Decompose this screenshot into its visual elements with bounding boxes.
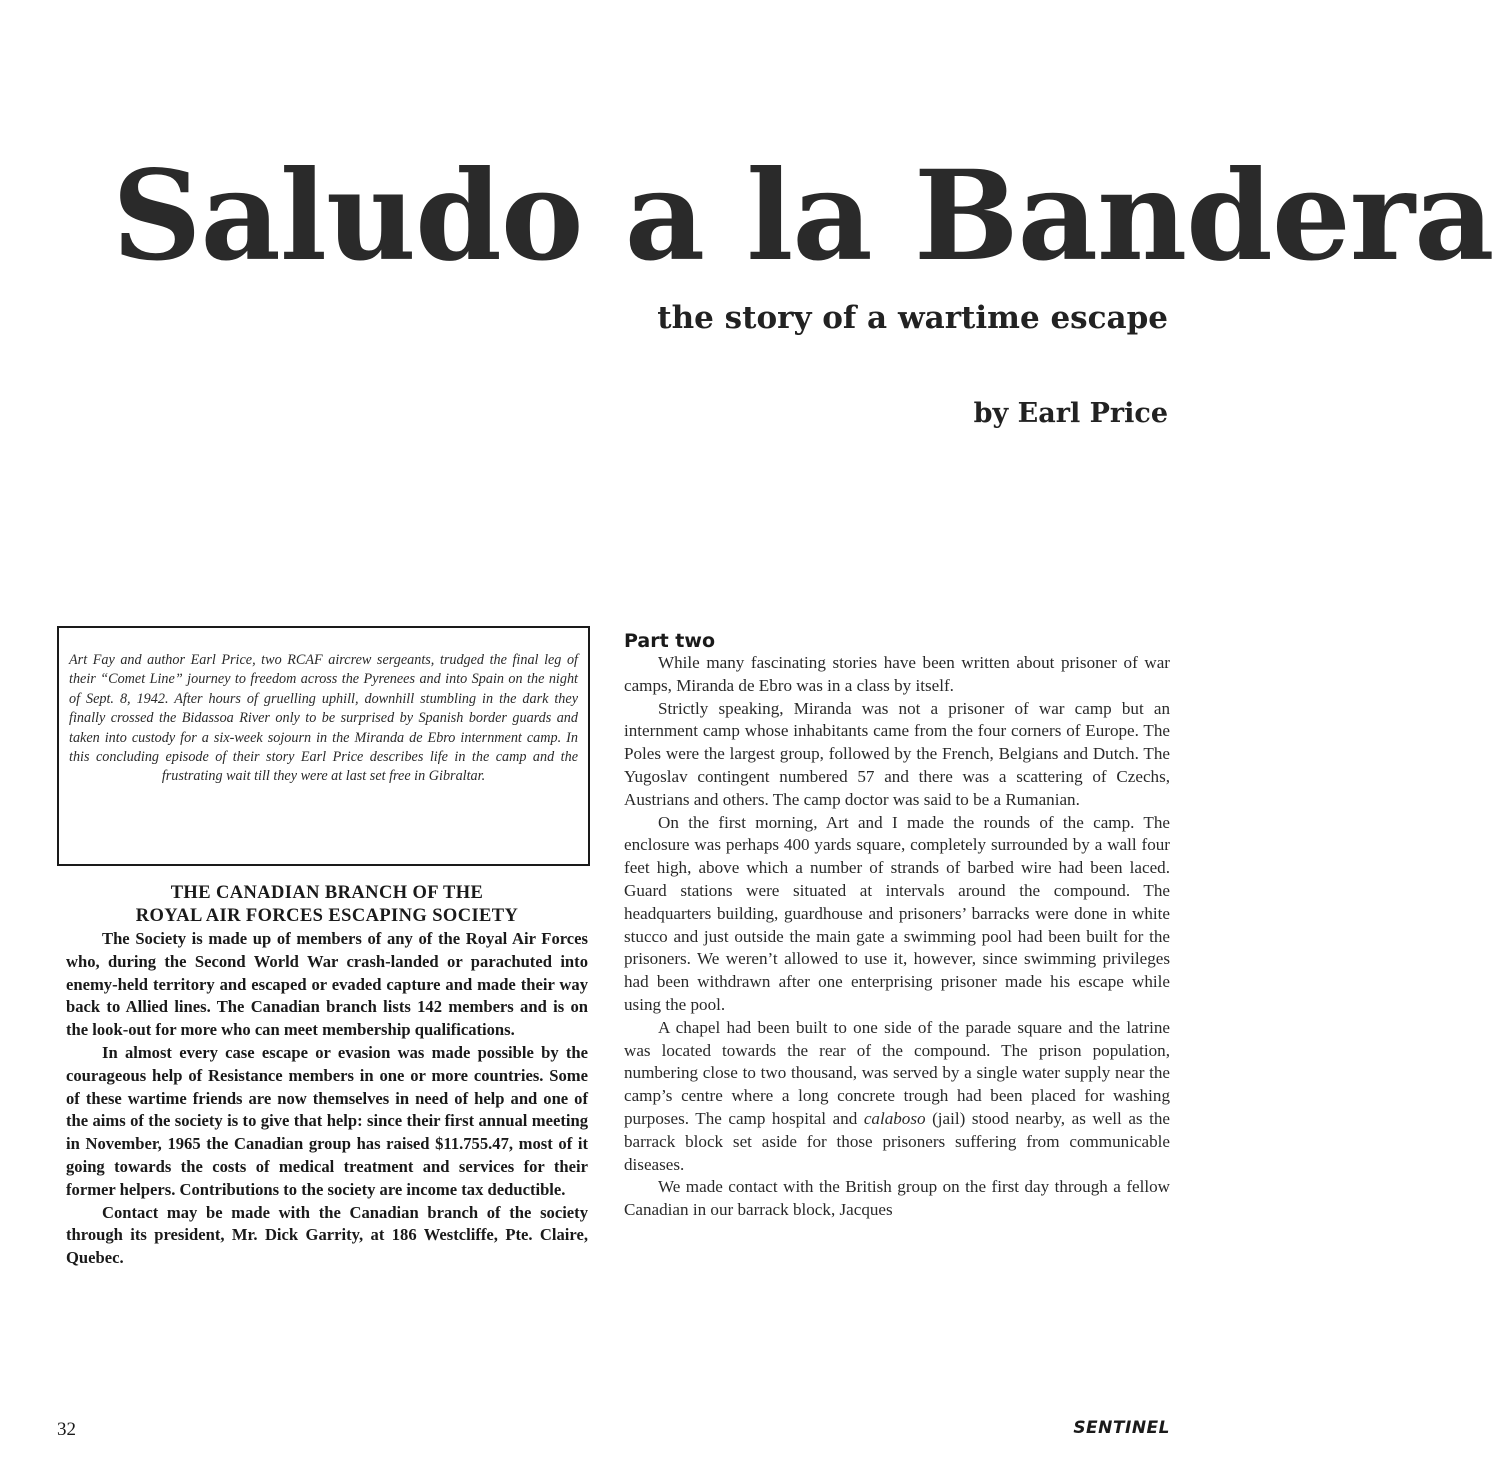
article-paragraph: While many fascinating stories have been written about prisoner of war camps, Miranda de Ebro was in a class by itself.: [624, 653, 1170, 695]
page-number: 32: [57, 1419, 76, 1440]
article-paragraph: Strictly speaking, Miranda was not a prisoner of war camp but an internment camp whose inhabitants came from the four corners of Europe. The Poles were the largest group, followed by the French, Belgians and Dutch. The Yugoslav contingent numbered 57 and there was a scattering of Czechs, Austrians and others. The camp doctor was said to be a Rumanian.: [624, 698, 1170, 809]
article-title: Saludo a la Bandera: [112, 144, 1493, 289]
society-paragraph: The Society is made up of members of any of the Royal Air Forces who, during the Second World War crash-landed or parachuted into enemy-held territory and escaped or evaded capture and made their way back to Allied lines. The Canadian branch lists 142 members and is on the look-out for more who can meet membership qualifications.: [66, 929, 588, 1040]
article-paragraph: We made contact with the British group on the first day through a fellow Canadian in our barrack block, Jacques: [624, 1177, 1170, 1220]
article-text: (jail) stood nearby, as well as the barrack block set aside for those prisoners suffering from communicable diseases.: [624, 1108, 1170, 1174]
article-text: A chapel had been built to one side of the parade square and the latrine was located towards the rear of the compound. The prison population, numbering close to two thousand, was served by a single water supply near the camp’s centre where a long concrete trough had been placed for washing purposes. The camp hospital and: [624, 1017, 1170, 1128]
magazine-name: SENTINEL: [1073, 1418, 1170, 1438]
article-emphasis: calaboso: [863, 1108, 926, 1128]
society-heading-line1: THE CANADIAN BRANCH OF THE: [170, 883, 484, 903]
article-paragraph: On the first morning, Art and I made the rounds of the camp. The enclosure was perhaps 400 yards square, completely surrounded by a wall four feet high, above which a number of strands of barbed wire had been laced. Guard stations were situated at intervals around the compound. The headquarters building, guardhouse and prisoners’ barracks were done in white stucco and just outside the main gate a swimming pool had been built for the prisoners. We weren’t allowed to use it, however, since swimming privileges had been withdrawn after one enterprising prisoner made his escape while using the pool.: [624, 812, 1170, 1014]
society-heading: [66, 882, 588, 928]
part-heading: Part two: [624, 630, 715, 652]
society-heading-line2: ROYAL AIR FORCES ESCAPING SOCIETY: [135, 906, 519, 926]
article-paragraph: [624, 1017, 1170, 1177]
byline: by Earl Price: [973, 398, 1168, 429]
article-subtitle: the story of a wartime escape: [657, 300, 1168, 336]
society-notice: [66, 882, 588, 1270]
intro-text: Art Fay and author Earl Price, two RCAF aircrew sergeants, trudged the final leg of their “Comet Line” journey to freedom across the Pyrenees and into Spain on the night of Sept. 8, 1942. After hours of gruelling uphill, downhill stumbling in the dark they finally crossed the Bidassoa River only to be surprised by Spanish border guards and taken into custody for a six-week sojourn in the Miranda de Ebro internment camp. In this concluding episode of their story Earl Price describes life in the camp and the frustrating wait till they were at last set free in Gibraltar.: [69, 652, 578, 785]
intro-box: [57, 626, 590, 866]
society-paragraph: Contact may be made with the Canadian branch of the society through its president, Mr. Dick Garrity, at 186 Westcliffe, Pte. Claire, Quebec.: [66, 1202, 588, 1268]
society-paragraph: In almost every case escape or evasion was made possible by the courageous help of Resistance members in one or more countries. Some of these wartime friends are now themselves in need of help and one of the aims of the society is to give that help: since their first annual meeting in November, 1965 the Canadian group has raised $11.755.47, most of it going towards the costs of medical treatment and services for their former helpers. Contributions to the society are income tax deductible.: [66, 1042, 588, 1199]
article-body: [624, 630, 1170, 1222]
